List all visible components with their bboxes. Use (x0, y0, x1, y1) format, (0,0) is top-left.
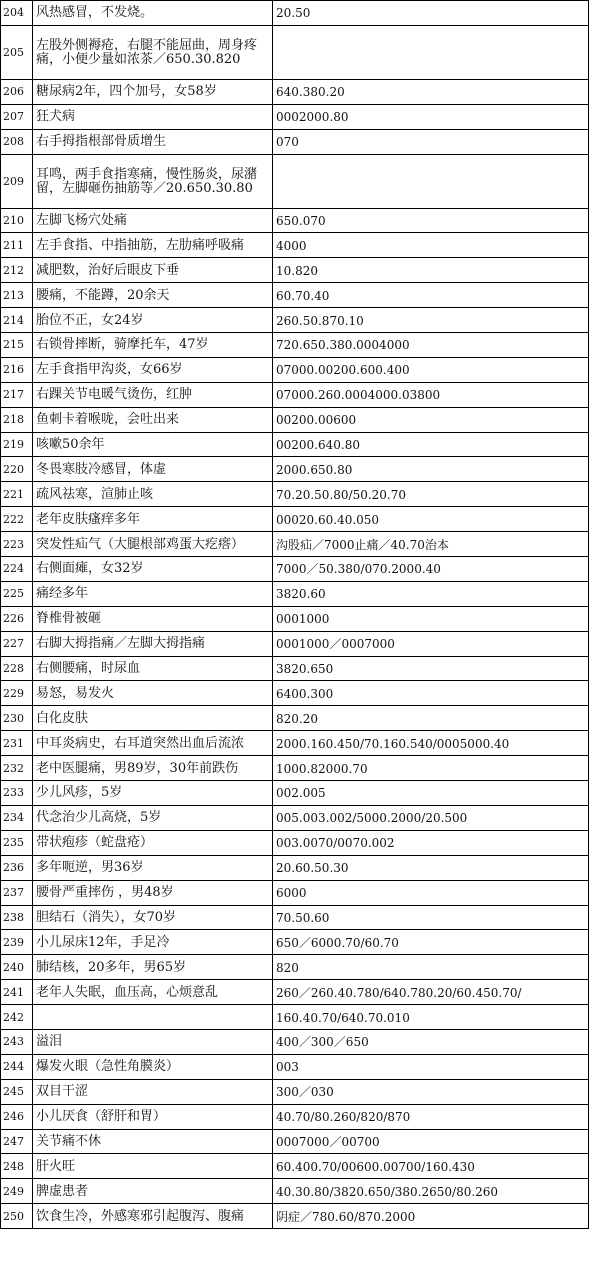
table-row (1, 1104, 589, 1129)
table-row (1, 432, 589, 457)
code-cell: 003 (273, 1054, 589, 1079)
row-number: 250 (1, 1204, 33, 1229)
symptom-cell: 左手食指、中指抽筋，左肋痛呼吸痛 (33, 233, 273, 258)
row-number: 220 (1, 457, 33, 482)
table-row (1, 507, 589, 532)
row-number: 241 (1, 980, 33, 1005)
row-number: 234 (1, 805, 33, 830)
code-cell: 3820.650 (273, 656, 589, 681)
row-number: 210 (1, 208, 33, 233)
code-cell: 00020.60.40.050 (273, 507, 589, 532)
symptom-cell: 减肥数，治好后眼皮下垂 (33, 258, 273, 283)
row-number: 208 (1, 129, 33, 154)
table-row (1, 333, 589, 358)
table-row (1, 905, 589, 930)
code-cell: 7000／50.380/070.2000.40 (273, 557, 589, 582)
symptom-cell: 爆发火眼（急性角膜炎） (33, 1054, 273, 1079)
symptom-cell: 肝火旺 (33, 1154, 273, 1179)
row-number: 216 (1, 357, 33, 382)
table-row (1, 631, 589, 656)
code-cell: 160.40.70/640.70.010 (273, 1005, 589, 1030)
table-row (1, 681, 589, 706)
table-row (1, 805, 589, 830)
row-number: 211 (1, 233, 33, 258)
symptom-cell: 腰骨严重摔伤 ，男48岁 (33, 880, 273, 905)
symptom-cell: 左手食指甲沟炎，女66岁 (33, 357, 273, 382)
symptom-cell: 带状疱疹（蛇盘疮） (33, 830, 273, 855)
symptom-cell: 少儿风疹，5岁 (33, 781, 273, 806)
symptom-cell: 痛经多年 (33, 581, 273, 606)
symptom-cell: 老年皮肤瘙痒多年 (33, 507, 273, 532)
table-row (1, 104, 589, 129)
symptom-cell: 易怒，易发火 (33, 681, 273, 706)
code-cell: 820.20 (273, 706, 589, 731)
table-row (1, 129, 589, 154)
code-cell: 2000.160.450/70.160.540/0005000.40 (273, 731, 589, 756)
code-cell: 1000.82000.70 (273, 756, 589, 781)
code-cell: 6400.300 (273, 681, 589, 706)
row-number: 218 (1, 407, 33, 432)
row-number: 235 (1, 830, 33, 855)
symptom-cell: 胆结石（消失），女70岁 (33, 905, 273, 930)
row-number: 219 (1, 432, 33, 457)
table-row (1, 1154, 589, 1179)
symptom-cell: 左脚飞杨穴处痛 (33, 208, 273, 233)
table-row (1, 357, 589, 382)
table-row (1, 1079, 589, 1104)
table-row (1, 382, 589, 407)
code-cell: 40.70/80.260/820/870 (273, 1104, 589, 1129)
symptom-cell: 白化皮肤 (33, 706, 273, 731)
row-number: 232 (1, 756, 33, 781)
table-row (1, 606, 589, 631)
row-number: 230 (1, 706, 33, 731)
code-cell: 70.50.60 (273, 905, 589, 930)
code-cell: 沟股疝／7000止痛／40.70治本 (273, 532, 589, 557)
table-row (1, 258, 589, 283)
row-number: 249 (1, 1179, 33, 1204)
symptom-cell: 左股外侧褥疮，右腿不能屈曲，周身疼痛，小便少量如浓茶／650.30.820 (33, 25, 273, 79)
table-row (1, 731, 589, 756)
row-number: 229 (1, 681, 33, 706)
row-number: 207 (1, 104, 33, 129)
table-row (1, 930, 589, 955)
code-cell: 00200.640.80 (273, 432, 589, 457)
code-cell (273, 154, 589, 208)
table-row (1, 457, 589, 482)
symptom-cell: 冬畏寒肢冷感冒，体虚 (33, 457, 273, 482)
table-row (1, 557, 589, 582)
code-cell: 0002000.80 (273, 104, 589, 129)
row-number: 233 (1, 781, 33, 806)
code-cell: 60.70.40 (273, 283, 589, 308)
code-cell: 260／260.40.780/640.780.20/60.450.70/ (273, 980, 589, 1005)
code-cell: 005.003.002/5000.2000/20.500 (273, 805, 589, 830)
code-cell: 07000.260.0004000.03800 (273, 382, 589, 407)
code-cell: 0001000／0007000 (273, 631, 589, 656)
symptom-cell: 右锁骨摔断，骑摩托车，47岁 (33, 333, 273, 358)
row-number: 239 (1, 930, 33, 955)
table-row (1, 581, 589, 606)
code-cell: 640.380.20 (273, 79, 589, 104)
code-cell: 260.50.870.10 (273, 308, 589, 333)
symptom-cell: 小儿厌食（舒肝和胃） (33, 1104, 273, 1129)
code-cell: 0001000 (273, 606, 589, 631)
code-cell: 0007000／00700 (273, 1129, 589, 1154)
table-row (1, 781, 589, 806)
table-row (1, 25, 589, 79)
table-row (1, 79, 589, 104)
table-row (1, 1204, 589, 1229)
table-row (1, 1054, 589, 1079)
symptom-cell: 饮食生冷，外感寒邪引起腹泻、腹痛 (33, 1204, 273, 1229)
symptom-cell: 胎位不正，女24岁 (33, 308, 273, 333)
row-number: 243 (1, 1029, 33, 1054)
row-number: 227 (1, 631, 33, 656)
code-cell: 002.005 (273, 781, 589, 806)
row-number: 228 (1, 656, 33, 681)
code-cell: 820 (273, 955, 589, 980)
row-number: 214 (1, 308, 33, 333)
table-row (1, 532, 589, 557)
symptom-cell: 腰痛，不能蹲，20余天 (33, 283, 273, 308)
table-row (1, 482, 589, 507)
table-row (1, 706, 589, 731)
table-row (1, 1129, 589, 1154)
code-cell: 20.60.50.30 (273, 855, 589, 880)
row-number: 223 (1, 532, 33, 557)
code-cell: 2000.650.80 (273, 457, 589, 482)
row-number: 225 (1, 581, 33, 606)
code-cell: 003.0070/0070.002 (273, 830, 589, 855)
symptom-cell: 代念治少儿高烧，5岁 (33, 805, 273, 830)
symptom-cell: 鱼刺卡着喉咙，会吐出来 (33, 407, 273, 432)
table-row (1, 233, 589, 258)
code-cell: 00200.00600 (273, 407, 589, 432)
symptom-cell: 脊椎骨被砸 (33, 606, 273, 631)
code-cell: 3820.60 (273, 581, 589, 606)
code-cell: 10.820 (273, 258, 589, 283)
symptom-cell (33, 1005, 273, 1030)
code-cell: 阴症／780.60/870.2000 (273, 1204, 589, 1229)
table-row (1, 154, 589, 208)
symptom-cell: 老中医腿痛，男89岁，30年前跌伤 (33, 756, 273, 781)
code-cell: 20.50 (273, 1, 589, 26)
row-number: 212 (1, 258, 33, 283)
code-cell: 40.30.80/3820.650/380.2650/80.260 (273, 1179, 589, 1204)
symptom-cell: 疏风祛寒，渲肺止咳 (33, 482, 273, 507)
code-cell: 60.400.70/00600.00700/160.430 (273, 1154, 589, 1179)
row-number: 206 (1, 79, 33, 104)
symptom-cell: 右侧腰痛，时尿血 (33, 656, 273, 681)
row-number: 204 (1, 1, 33, 26)
table-row (1, 1179, 589, 1204)
row-number: 205 (1, 25, 33, 79)
symptom-cell: 双目干涩 (33, 1079, 273, 1104)
row-number: 215 (1, 333, 33, 358)
table-row (1, 656, 589, 681)
symptom-cell: 溢泪 (33, 1029, 273, 1054)
row-number: 209 (1, 154, 33, 208)
row-number: 217 (1, 382, 33, 407)
table-row (1, 980, 589, 1005)
symptom-cell: 关节痛不休 (33, 1129, 273, 1154)
code-cell: 07000.00200.600.400 (273, 357, 589, 382)
symptom-cell: 风热感冒，不发烧。 (33, 1, 273, 26)
table-row (1, 955, 589, 980)
symptom-cell: 老年人失眠，血压高，心烦意乱 (33, 980, 273, 1005)
row-number: 238 (1, 905, 33, 930)
symptom-cell: 咳嗽50余年 (33, 432, 273, 457)
code-cell: 650／6000.70/60.70 (273, 930, 589, 955)
code-cell: 4000 (273, 233, 589, 258)
row-number: 231 (1, 731, 33, 756)
table-row (1, 1029, 589, 1054)
row-number: 242 (1, 1005, 33, 1030)
row-number: 244 (1, 1054, 33, 1079)
table-row (1, 1, 589, 26)
row-number: 245 (1, 1079, 33, 1104)
symptom-cell: 右手拇指根部骨质增生 (33, 129, 273, 154)
code-cell (273, 25, 589, 79)
row-number: 221 (1, 482, 33, 507)
symptom-cell: 脾虚患者 (33, 1179, 273, 1204)
code-cell: 300／030 (273, 1079, 589, 1104)
row-number: 247 (1, 1129, 33, 1154)
symptom-cell: 耳鸣，两手食指寒痛，慢性肠炎，尿潴留，左脚砸伤抽筋等／20.650.30.80 (33, 154, 273, 208)
table-row (1, 208, 589, 233)
row-number: 213 (1, 283, 33, 308)
symptom-cell: 中耳炎病史，右耳道突然出血后流浓 (33, 731, 273, 756)
symptom-cell: 右侧面瘫，女32岁 (33, 557, 273, 582)
row-number: 240 (1, 955, 33, 980)
table-row (1, 407, 589, 432)
row-number: 246 (1, 1104, 33, 1129)
code-cell: 650.070 (273, 208, 589, 233)
symptom-cell: 肺结核，20多年，男65岁 (33, 955, 273, 980)
symptom-cell: 右踝关节电暖气烫伤，红肿 (33, 382, 273, 407)
symptom-cell: 突发性疝气（大腿根部鸡蛋大疙瘩） (33, 532, 273, 557)
table-row (1, 283, 589, 308)
row-number: 237 (1, 880, 33, 905)
row-number: 226 (1, 606, 33, 631)
table-row (1, 308, 589, 333)
code-cell: 70.20.50.80/50.20.70 (273, 482, 589, 507)
code-cell: 400／300／650 (273, 1029, 589, 1054)
table-row (1, 855, 589, 880)
symptom-cell: 糖尿病2年，四个加号，女58岁 (33, 79, 273, 104)
table-row (1, 830, 589, 855)
row-number: 236 (1, 855, 33, 880)
symptom-cell: 狂犬病 (33, 104, 273, 129)
row-number: 248 (1, 1154, 33, 1179)
symptom-cell: 右脚大拇指痛／左脚大拇指痛 (33, 631, 273, 656)
row-number: 224 (1, 557, 33, 582)
table-body (1, 1, 589, 1229)
symptom-cell: 多年呃逆，男36岁 (33, 855, 273, 880)
code-cell: 720.650.380.0004000 (273, 333, 589, 358)
row-number: 222 (1, 507, 33, 532)
code-cell: 070 (273, 129, 589, 154)
symptom-cell: 小儿尿床12年，手足冷 (33, 930, 273, 955)
table-row (1, 756, 589, 781)
table-row (1, 880, 589, 905)
table-row (1, 1005, 589, 1030)
code-cell: 6000 (273, 880, 589, 905)
